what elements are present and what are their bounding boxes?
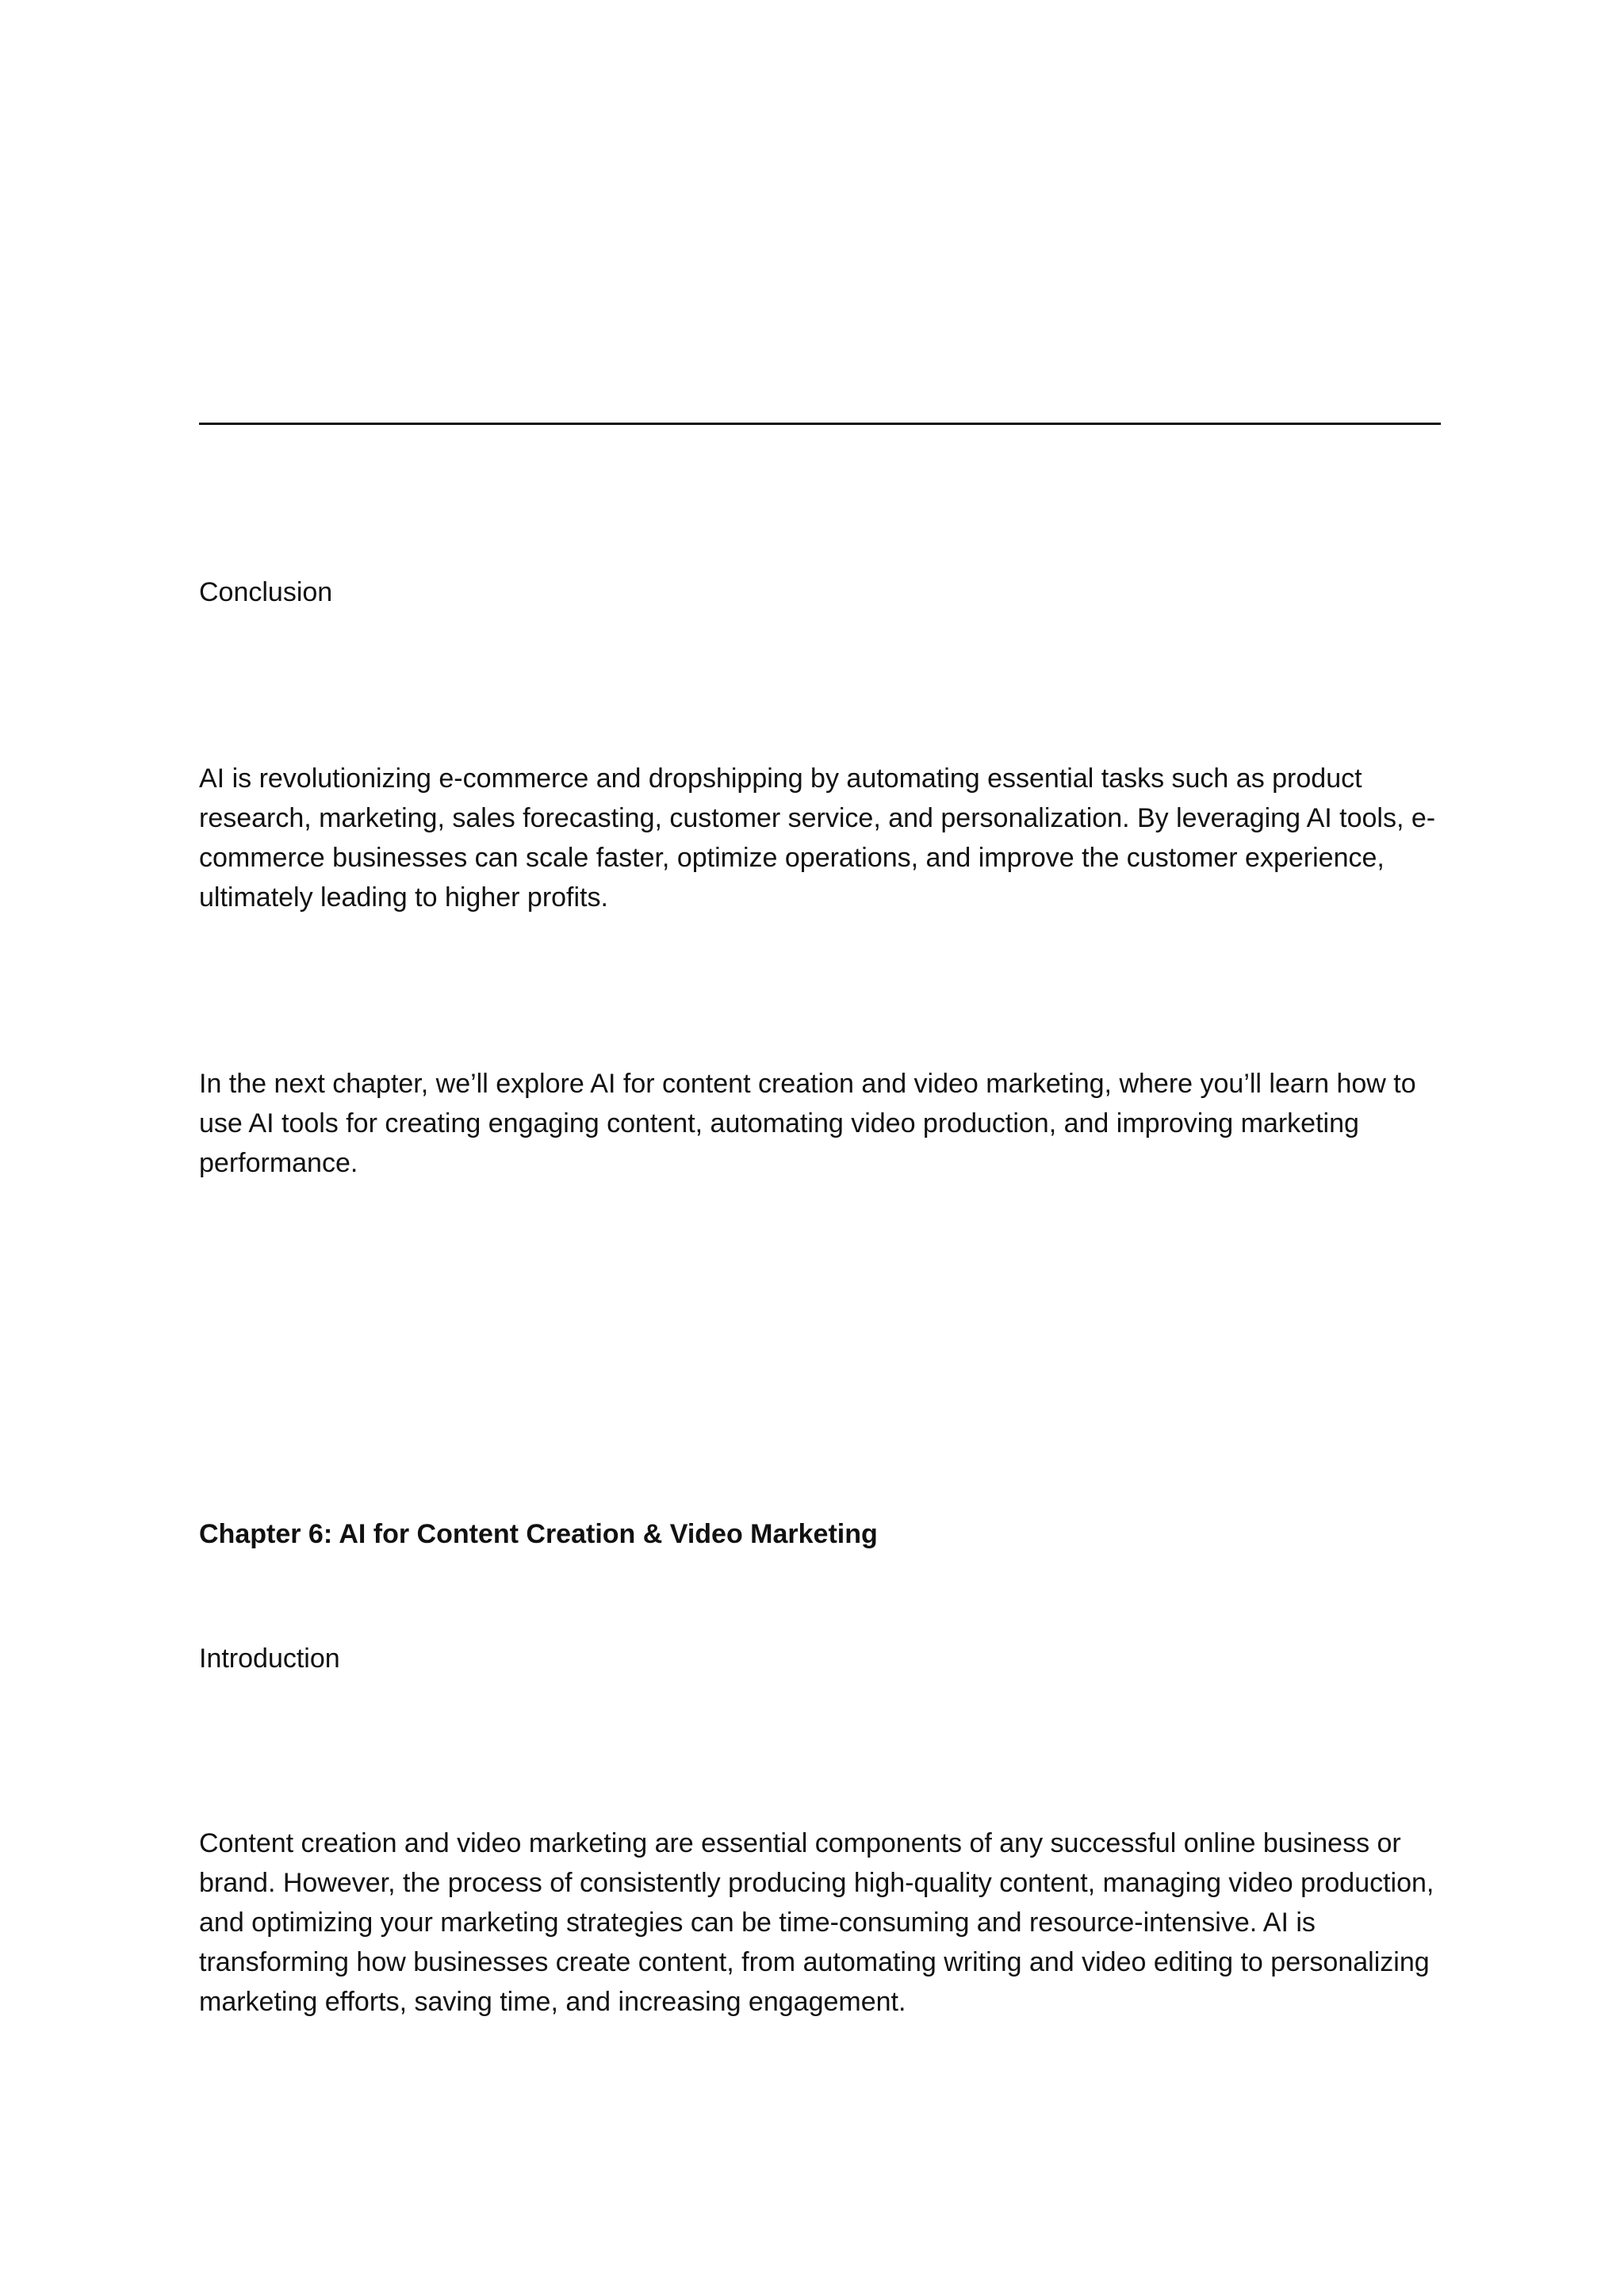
conclusion-paragraph-1: AI is revolutionizing e-commerce and dropshipping by automating essential tasks such as product research, marketing, sales forecasting, customer service, and personalization. By leveraging AI tools, e-commerce businesses can scale faster, optimize operations, and improve the customer experience, ultimately leading to higher profits. bbox=[199, 763, 1436, 913]
conclusion-heading: Conclusion bbox=[199, 577, 333, 607]
introduction-heading: Introduction bbox=[199, 1644, 340, 1674]
conclusion-paragraph-2: In the next chapter, we’ll explore AI for content creation and video marketing, where you’ll learn how to use AI tools for creating engaging content, automating video production, and improving marketing performance. bbox=[199, 1069, 1416, 1178]
horizontal-divider bbox=[199, 423, 1441, 425]
chapter-title: Chapter 6: AI for Content Creation & Video Marketing bbox=[199, 1519, 878, 1549]
introduction-paragraph-1: Content creation and video marketing are essential components of any successful online business or brand. However, the process of consistently producing high-quality content, managing video production, and optimizing your marketing strategies can be time-consuming and resource-intensive. AI is transforming how businesses create content, from automating writing and video editing to personalizing marketing efforts, saving time, and increasing engagement. bbox=[199, 1828, 1434, 2017]
